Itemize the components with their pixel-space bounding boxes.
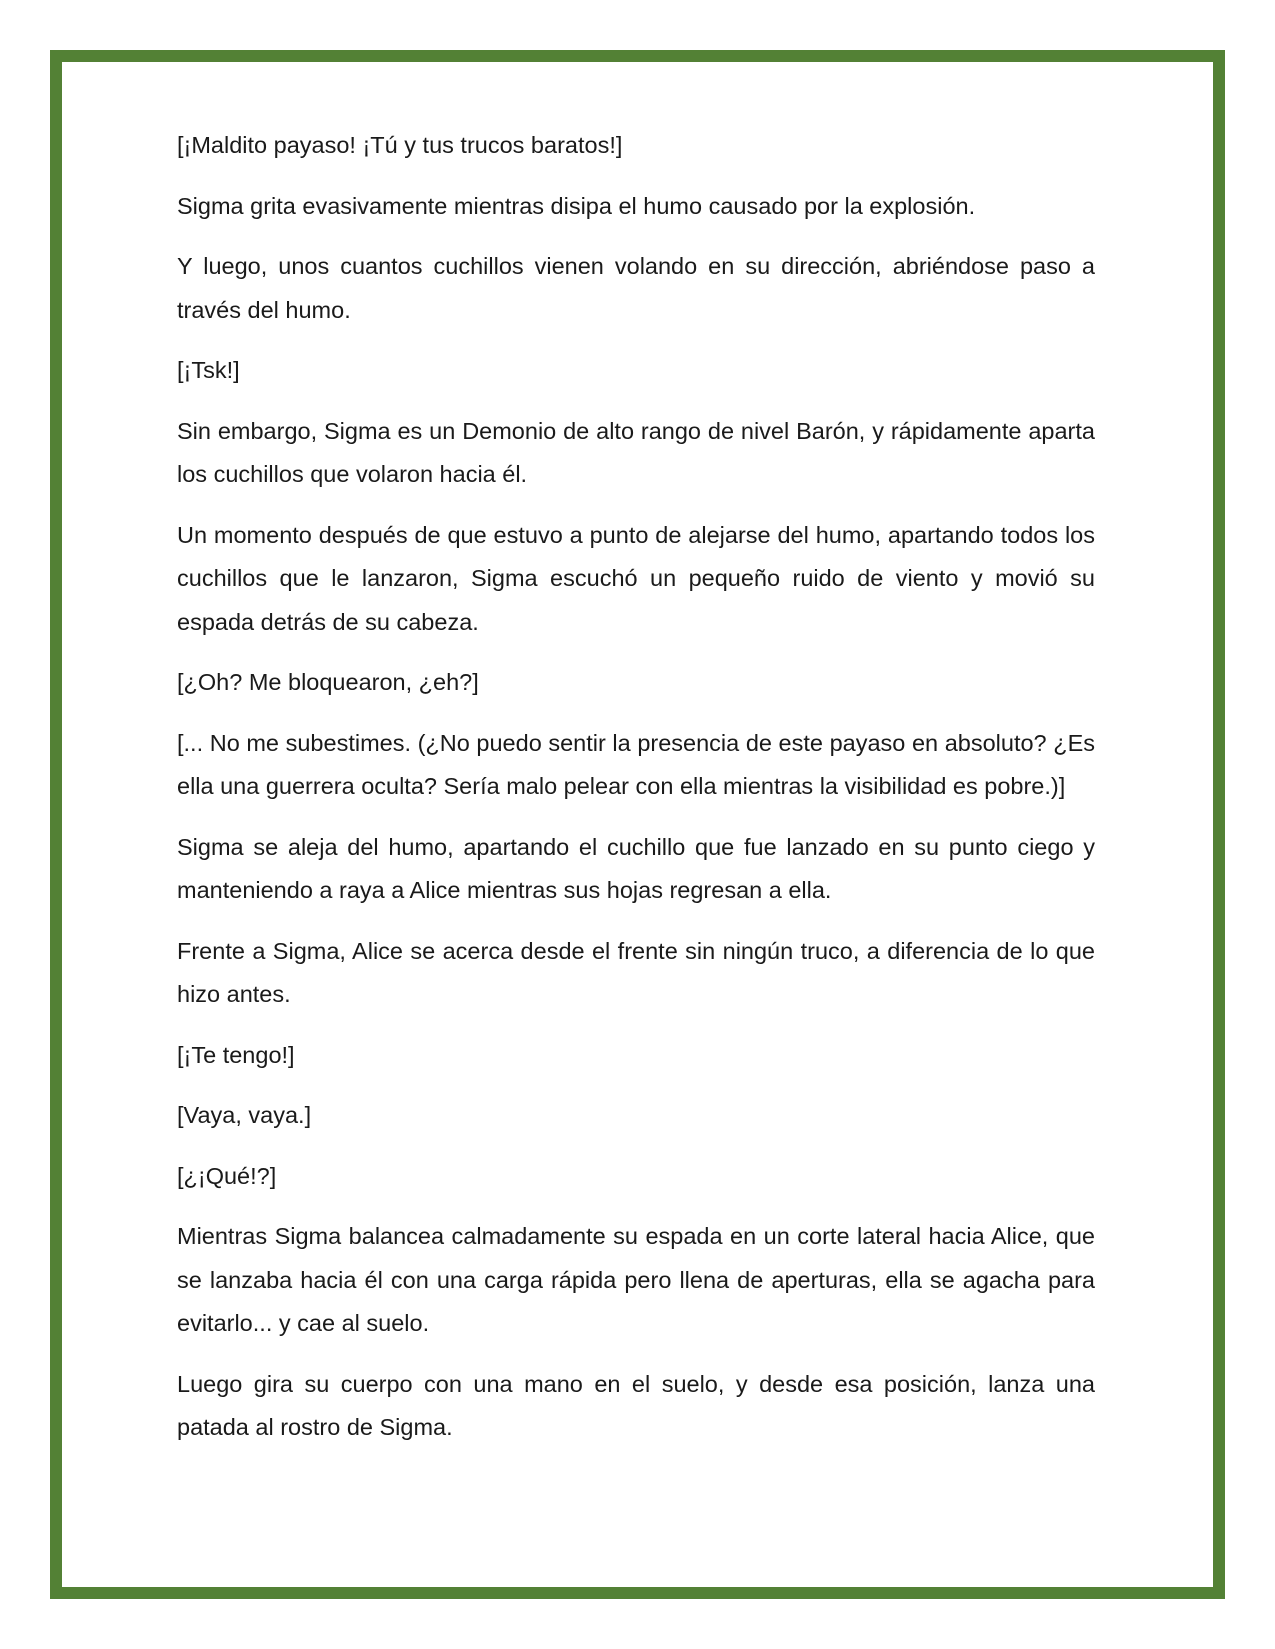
- paragraph: Mientras Sigma balancea calmadamente su espada en un corte lateral hacia Alice, que se lanzaba hacia él con una carga rápida pero llena de aperturas, ella se agacha para evitarlo... y cae al suelo.: [177, 1223, 1095, 1336]
- paragraph: Luego gira su cuerpo con una mano en el suelo, y desde esa posición, lanza una patada al rostro de Sigma.: [177, 1370, 1095, 1440]
- paragraph: Frente a Sigma, Alice se acerca desde el frente sin ningún truco, a diferencia de lo que hizo antes.: [177, 937, 1095, 1007]
- paragraph: Un momento después de que estuvo a punto de alejarse del humo, apartando todos los cuchillos que le lanzaron, Sigma escuchó un pequeño ruido de viento y movió su espada detrás de su cabeza.: [177, 521, 1095, 635]
- paragraph: [¡Tsk!]: [177, 357, 240, 383]
- paragraph: Sigma grita evasivamente mientras disipa el humo causado por la explosión.: [177, 192, 976, 219]
- paragraph: Y luego, unos cuantos cuchillos vienen volando en su dirección, abriéndose paso a través del humo.: [177, 253, 1095, 323]
- paragraph: [¡Te tengo!]: [177, 1041, 295, 1068]
- paragraph: [... No me subestimes. (¿No puedo sentir la presencia de este payaso en absoluto? ¿Es ella una guerrera oculta? Sería malo pelear con ella mientras la visibilidad es pobre.)]: [177, 729, 1095, 799]
- paragraph: [¿Oh? Me bloquearon, ¿eh?]: [177, 669, 479, 695]
- paragraph: [Vaya, vaya.]: [177, 1102, 312, 1128]
- document-body: [177, 124, 1095, 1467]
- paragraph: Sin embargo, Sigma es un Demonio de alto rango de nivel Barón, y rápidamente aparta los cuchillos que volaron hacia él.: [177, 417, 1095, 487]
- paragraph: Sigma se aleja del humo, apartando el cuchillo que fue lanzado en su punto ciego y manteniendo a raya a Alice mientras sus hojas regresan a ella.: [177, 833, 1095, 903]
- paragraph: [¿¡Qué!?]: [177, 1162, 277, 1189]
- paragraph: [¡Maldito payaso! ¡Tú y tus trucos baratos!]: [177, 132, 623, 158]
